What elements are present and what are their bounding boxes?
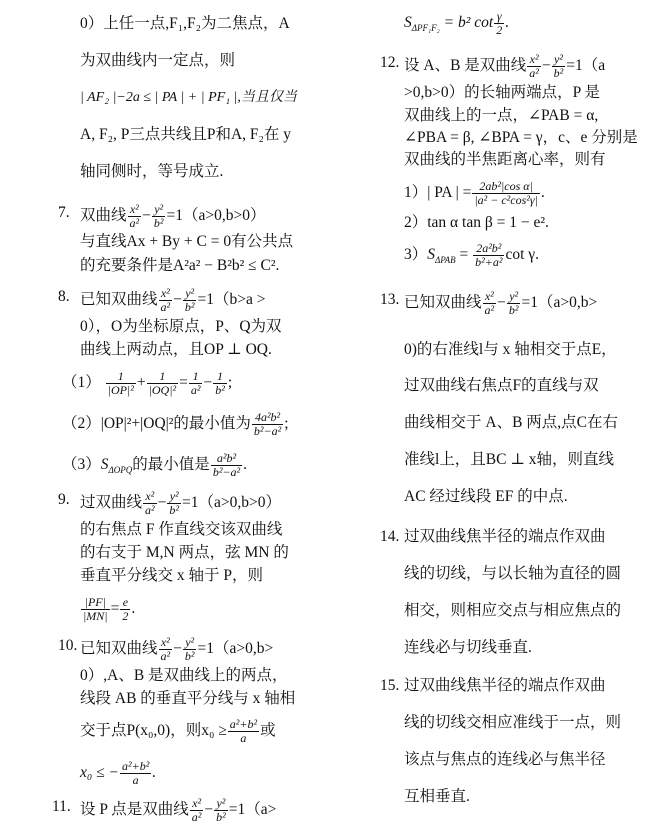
text-line: 的右焦点 F 作直线交该双曲线 (80, 521, 283, 538)
text-line: A, F₂, P三点共线且P和A, F₂在 y (80, 126, 292, 143)
text-line: 的充要条件是A²a² − B²b² ≤ C². (80, 257, 280, 274)
item-number: 11. (52, 798, 71, 815)
text-line: 线的切线，与以长轴为直径的圆 (404, 565, 622, 582)
text-line: 过双曲线焦半径的端点作双曲 (404, 677, 606, 694)
item-number: 9. (58, 491, 70, 508)
text-line: 为双曲线内一定点，则 (80, 52, 236, 69)
text-line: 曲线相交于 A、B 两点,点C在右 (404, 414, 618, 431)
text-line: 过双曲线焦半径的端点作双曲 (404, 528, 606, 545)
text-line: 的右支于 M,N 两点，弦 MN 的 (80, 544, 289, 561)
text-line: 相交，则相应交点与相应焦点的 (404, 602, 622, 619)
text-line: 线的切线交相应准线于一点，则 (404, 714, 622, 731)
text-line: 准线l上，且BC ⊥ x轴，则直线 (404, 451, 615, 468)
formula-line: $\frac{|PF|}{|MN|}$ = $\frac{e}{2}$ . (83, 595, 136, 623)
text-line: 曲线上两动点，且OP ⊥ OQ. (80, 341, 272, 358)
item-number: 13. (380, 291, 400, 308)
text-line: 0）上任一点,F₁,F₂为二焦点，A (80, 15, 290, 32)
item-number: 10. (58, 637, 78, 654)
item-line: 已知双曲线 $\frac{\text{x²}}{\text{a²}}$ − $\frac{\text{y²}}{\text{b²}}$ =1（a>0,b> (404, 289, 598, 317)
sub-item: 1）| PA | = $\frac{\text{2ab²|cos α|}}{\text{|a² − c²cos²γ|}}$ . (404, 179, 545, 207)
sub-item: （1） $\frac{1}{\text{|OP|²}}$ + $\frac{1}{\text{|OQ|²}}$ = $\frac{1}{\text{a²}}$ − $\frac{1}{\text{b²}}$ ; (62, 369, 233, 397)
text-line: 线段 AB 的垂直平分线与 x 轴相 (80, 690, 296, 707)
text-line: 0），O为坐标原点，P、Q为双 (80, 318, 282, 335)
sub-item: 2）tan α tan β = 1 − e². (404, 214, 549, 231)
text-line: 与直线Ax + By + C = 0有公共点 (80, 233, 294, 250)
sub-item: $3)S_{\Delta PAB}$ = $\frac{\text{2a²b²}}{\text{b²+a²}}$ cot γ. (404, 241, 539, 269)
text-line: 轴同侧时，等号成立. (80, 163, 224, 180)
item-line: 双曲线 $\frac{\text{x²}}{\text{a²}}$ − $\frac{\text{y²}}{\text{b²}}$ =1（a>0,b>0） (80, 202, 266, 230)
text-line: 双曲线的半焦距离心率，则有 (404, 151, 606, 168)
item-line: 已知双曲线 $\frac{\text{x²}}{\text{a²}}$ − $\frac{\text{y²}}{\text{b²}}$ =1（b>a > (80, 286, 266, 314)
formula-line: x₀ ≤ − $\frac{\text{a²+b²}}{a}$ . (80, 759, 157, 787)
formula-line: 交于点P(x₀,0)，则x₀ ≥ $\frac{\text{a²+b²}}{a}$ 或 (80, 717, 276, 745)
text-line: 双曲线上的一点，∠PAB = α, (404, 107, 599, 124)
left-column (50, 0, 325, 822)
item-number: 8. (58, 288, 70, 305)
text-line: 该点与焦点的连线必与焦半径 (404, 751, 606, 768)
item-number: 15. (380, 677, 400, 694)
text-line: ∠PBA = β, ∠BPA = γ，c、e 分别是 (404, 129, 638, 146)
text-line: 过双曲线右焦点F的直线与双 (404, 377, 599, 394)
text-line: AC 经过线段 EF 的中点. (404, 488, 568, 505)
sub-item: （2）|OP|²+|OQ|²的最小值为 $\frac{\text{4a²b²}}{\text{b²−a²}}$ ; (62, 410, 289, 438)
item-line: 设 P 点是双曲线 $\frac{\text{x²}}{\text{a²}}$ − $\frac{\text{y²}}{\text{b²}}$ =1（a> (80, 796, 277, 824)
item-line: 已知双曲线 $\frac{\text{x²}}{\text{a²}}$ − $\frac{\text{y²}}{\text{b²}}$ =1（a>0,b> (80, 635, 274, 663)
text-line: 互相垂直. (404, 788, 470, 805)
item-line: 过双曲线 $\frac{\text{x²}}{\text{a²}}$ − $\frac{\text{y²}}{\text{b²}}$ =1（a>0,b>0） (80, 489, 281, 517)
text-line: 0）,A、B 是双曲线上的两点， (80, 667, 288, 684)
formula-line: $S_{\Delta PF_1F_2} = b^2$ cot $\frac{\gamma}{2}$ . (404, 9, 510, 37)
text-line: 0)的右准线l与 x 轴相交于点E， (404, 341, 617, 358)
item-number: 7. (58, 204, 70, 221)
item-number: 14. (380, 528, 400, 545)
item-number: 12. (380, 54, 400, 71)
text-line: 垂直平分线交 x 轴于 P，则 (80, 567, 263, 584)
formula-line: | AF₂ |−2a ≤ | PA | + | PF₁ |,当且仅当 (80, 90, 297, 105)
item-line: 设 A、B 是双曲线 $\frac{\text{x²}}{\text{a²}}$ − $\frac{\text{y²}}{\text{b²}}$ =1（a (404, 52, 606, 80)
text-line: 连线必与切线垂直. (404, 639, 532, 656)
text-line: >0,b>0）的长轴两端点，P 是 (404, 84, 601, 101)
sub-item: $(3)S_{\Delta OPQ}$的最小值是 $\frac{\text{a²b²}}{\text{b²−a²}}$ . (62, 451, 247, 479)
right-column (378, 0, 648, 822)
